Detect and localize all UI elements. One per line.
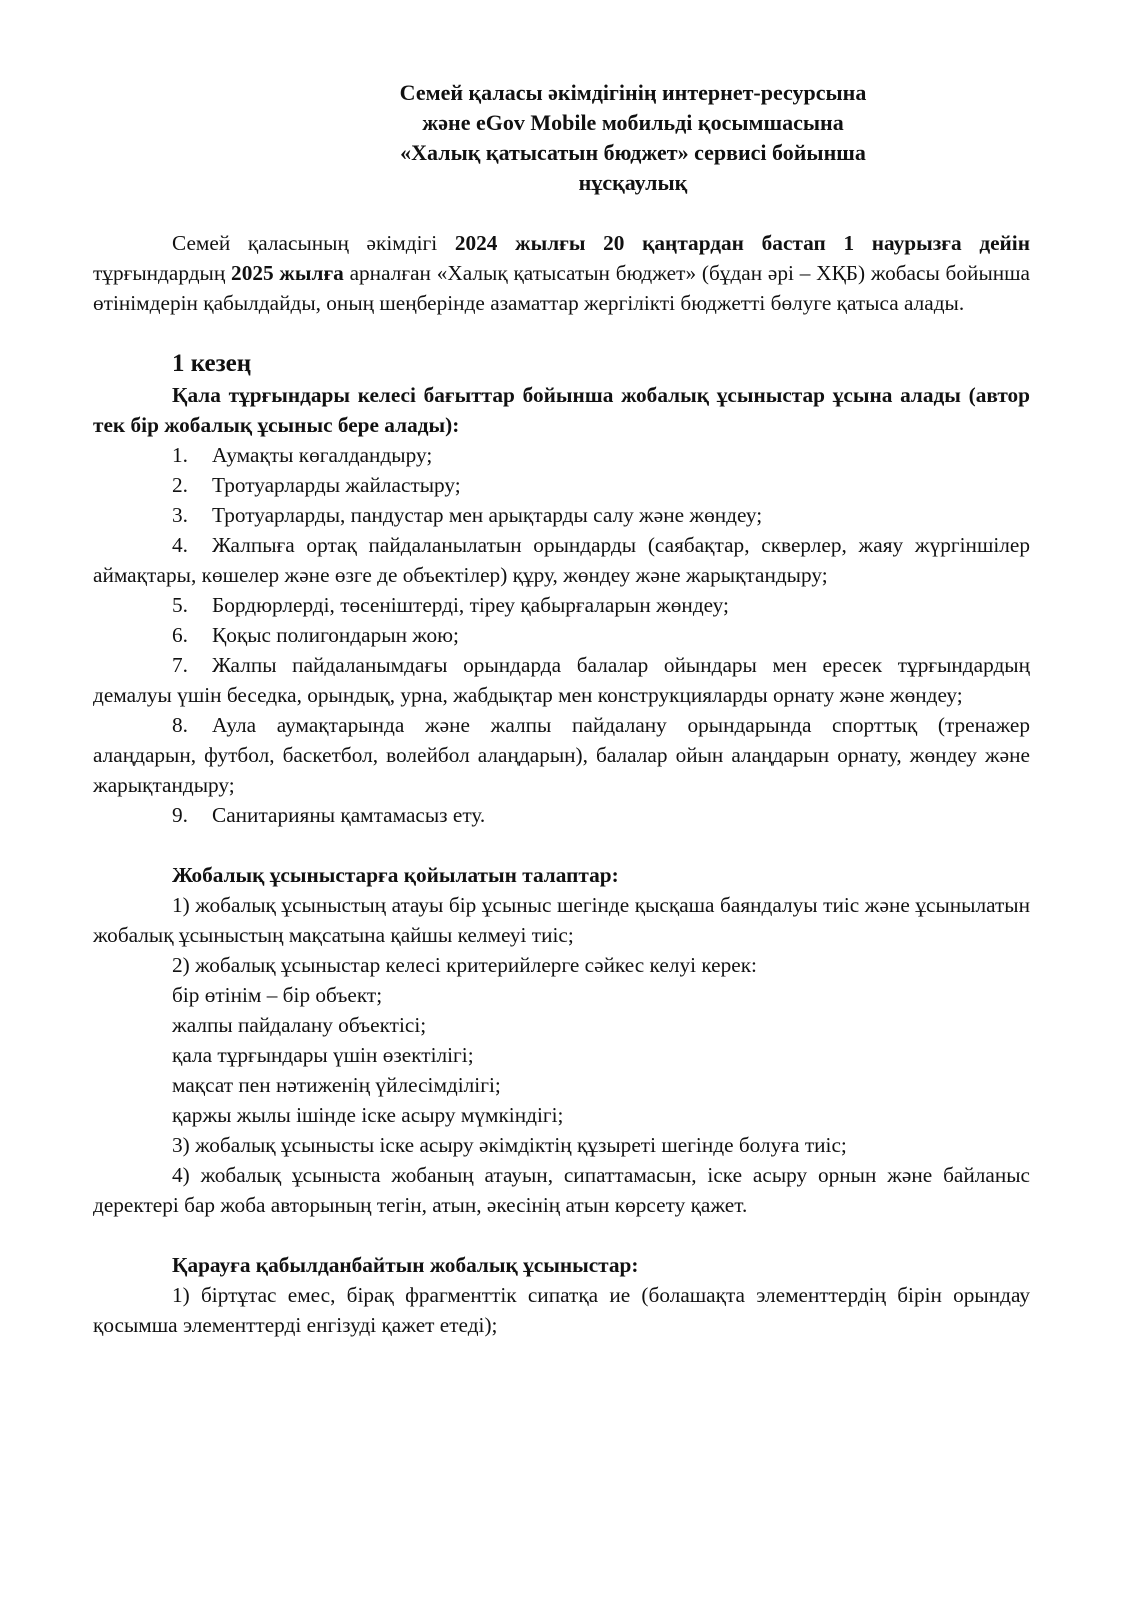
criterion-item: қаржы жылы ішінде іске асыру мүмкіндігі; [172, 1103, 564, 1127]
directions-list [93, 440, 1030, 830]
intro-dates: 2024 жылғы 20 қаңтардан бастап 1 наурызға дейін [454, 231, 1030, 255]
rejected-heading: Қарауға қабылданбайтын жобалық ұсыныстар: [172, 1253, 639, 1277]
list-item [93, 650, 1030, 710]
intro-year: 2025 жылға [231, 261, 344, 285]
list-text: Санитарияны қамтамасыз ету. [212, 803, 486, 827]
list-item [93, 440, 1030, 470]
title-line-3: «Халық қатысатын бюджет» сервисі бойынша [400, 140, 866, 165]
criterion-item: мақсат пен нәтиженің үйлесімділігі; [172, 1073, 501, 1097]
list-text: Аумақты көгалдандыру; [212, 443, 433, 467]
list-number: 6. [172, 623, 188, 647]
list-number: 5. [172, 593, 188, 617]
list-number: 9. [172, 803, 188, 827]
list-text: Тротуарларды жайластыру; [212, 473, 461, 497]
list-item [93, 530, 1030, 590]
rejected-item: 1) біртұтас емес, бірақ фрагменттік сипатқа ие (болашақта элементтердің бірін орындау қосымша элементтерді енгізуді қажет етеді); [93, 1283, 1030, 1337]
intro-text: Семей қаласының әкімдігі [172, 231, 455, 255]
list-item [93, 470, 1030, 500]
list-text: Жалпыға ортақ пайдаланылатын орындарды (саябақтар, скверлер, жаяу жүргіншілер аймақтары, көшелер және өзге де объектілер) құру, жөндеу және жарықтандыру; [93, 533, 1030, 587]
title-line-4: нұсқаулық [578, 170, 688, 195]
criterion-item: қала тұрғындары үшін өзектілігі; [172, 1043, 474, 1067]
requirements-heading: Жобалық ұсыныстарға қойылатын талаптар: [172, 863, 619, 887]
intro-paragraph [93, 228, 1030, 318]
list-number: 1. [172, 443, 188, 467]
requirement-item: 4) жобалық ұсыныста жобаның атауын, сипаттамасын, іске асыру орнын және байланыс деректері бар жоба авторының тегін, атын, әкесінің атын көрсету қажет. [93, 1163, 1030, 1217]
criterion-item: жалпы пайдалану объектісі; [172, 1013, 427, 1037]
list-item [93, 500, 1030, 530]
intro-text: тұрғындардың [93, 261, 232, 285]
list-item [93, 620, 1030, 650]
stage-heading: 1 кезең [172, 350, 252, 377]
list-text: Аула аумақтарында және жалпы пайдалану орындарында спорттық (тренажер алаңдарын, футбол, баскетбол, волейбол алаңдарын), балалар ойын алаңдарын орнату, жөндеу және жарықтандыру; [93, 713, 1030, 797]
list-text: Тротуарларды, пандустар мен арықтарды салу және жөндеу; [212, 503, 763, 527]
spacer [93, 1220, 1030, 1250]
title-line-2: және eGov Mobile мобильді қосымшасына [422, 110, 844, 135]
list-number: 2. [172, 473, 188, 497]
list-number: 8. [172, 713, 188, 737]
list-item [93, 710, 1030, 800]
document-page [93, 78, 1030, 1340]
list-number: 7. [172, 653, 188, 677]
title-line-1: Семей қаласы әкімдігінің интернет-ресурсына [399, 80, 867, 105]
criterion-item: бір өтінім – бір объект; [172, 983, 383, 1007]
list-text: Жалпы пайдаланымдағы орындарда балалар ойындары мен ересек тұрғындардың демалуы үшін беседка, орындық, урна, жабдықтар мен конструкцияларды орнату және жөндеу; [93, 653, 1030, 707]
document-title [236, 78, 1030, 198]
requirement-item: 1) жобалық ұсыныстың атауы бір ұсыныс шегінде қысқаша баяндалуы тиіс және ұсынылатын жобалық ұсыныстың мақсатына қайшы келмеуі тиіс; [93, 893, 1030, 947]
list-item [93, 800, 1030, 830]
intro-text: арналған «Халық қатысатын бюджет» (бұдан әрі – ХҚБ) жобасы бойынша өтінімдерін қабылдайды, оның шеңберінде азаматтар жергілікті бюджетті бөлуге қатыса алады. [93, 261, 1030, 315]
list-number: 3. [172, 503, 188, 527]
list-item [93, 590, 1030, 620]
list-text: Бордюрлерді, төсеніштерді, тіреу қабырғаларын жөндеу; [212, 593, 729, 617]
list-text: Қоқыс полигондарын жою; [212, 623, 459, 647]
spacer [93, 830, 1030, 860]
stage-subheading: Қала тұрғындары келесі бағыттар бойынша жобалық ұсыныстар ұсына алады (автор тек бір жобалық ұсыныс бере алады): [93, 383, 1030, 437]
requirement-item: 2) жобалық ұсыныстар келесі критерийлерге сәйкес келуі керек: [172, 953, 757, 977]
requirement-item: 3) жобалық ұсынысты іске асыру әкімдіктің құзыреті шегінде болуға тиіс; [172, 1133, 847, 1157]
list-number: 4. [172, 533, 188, 557]
